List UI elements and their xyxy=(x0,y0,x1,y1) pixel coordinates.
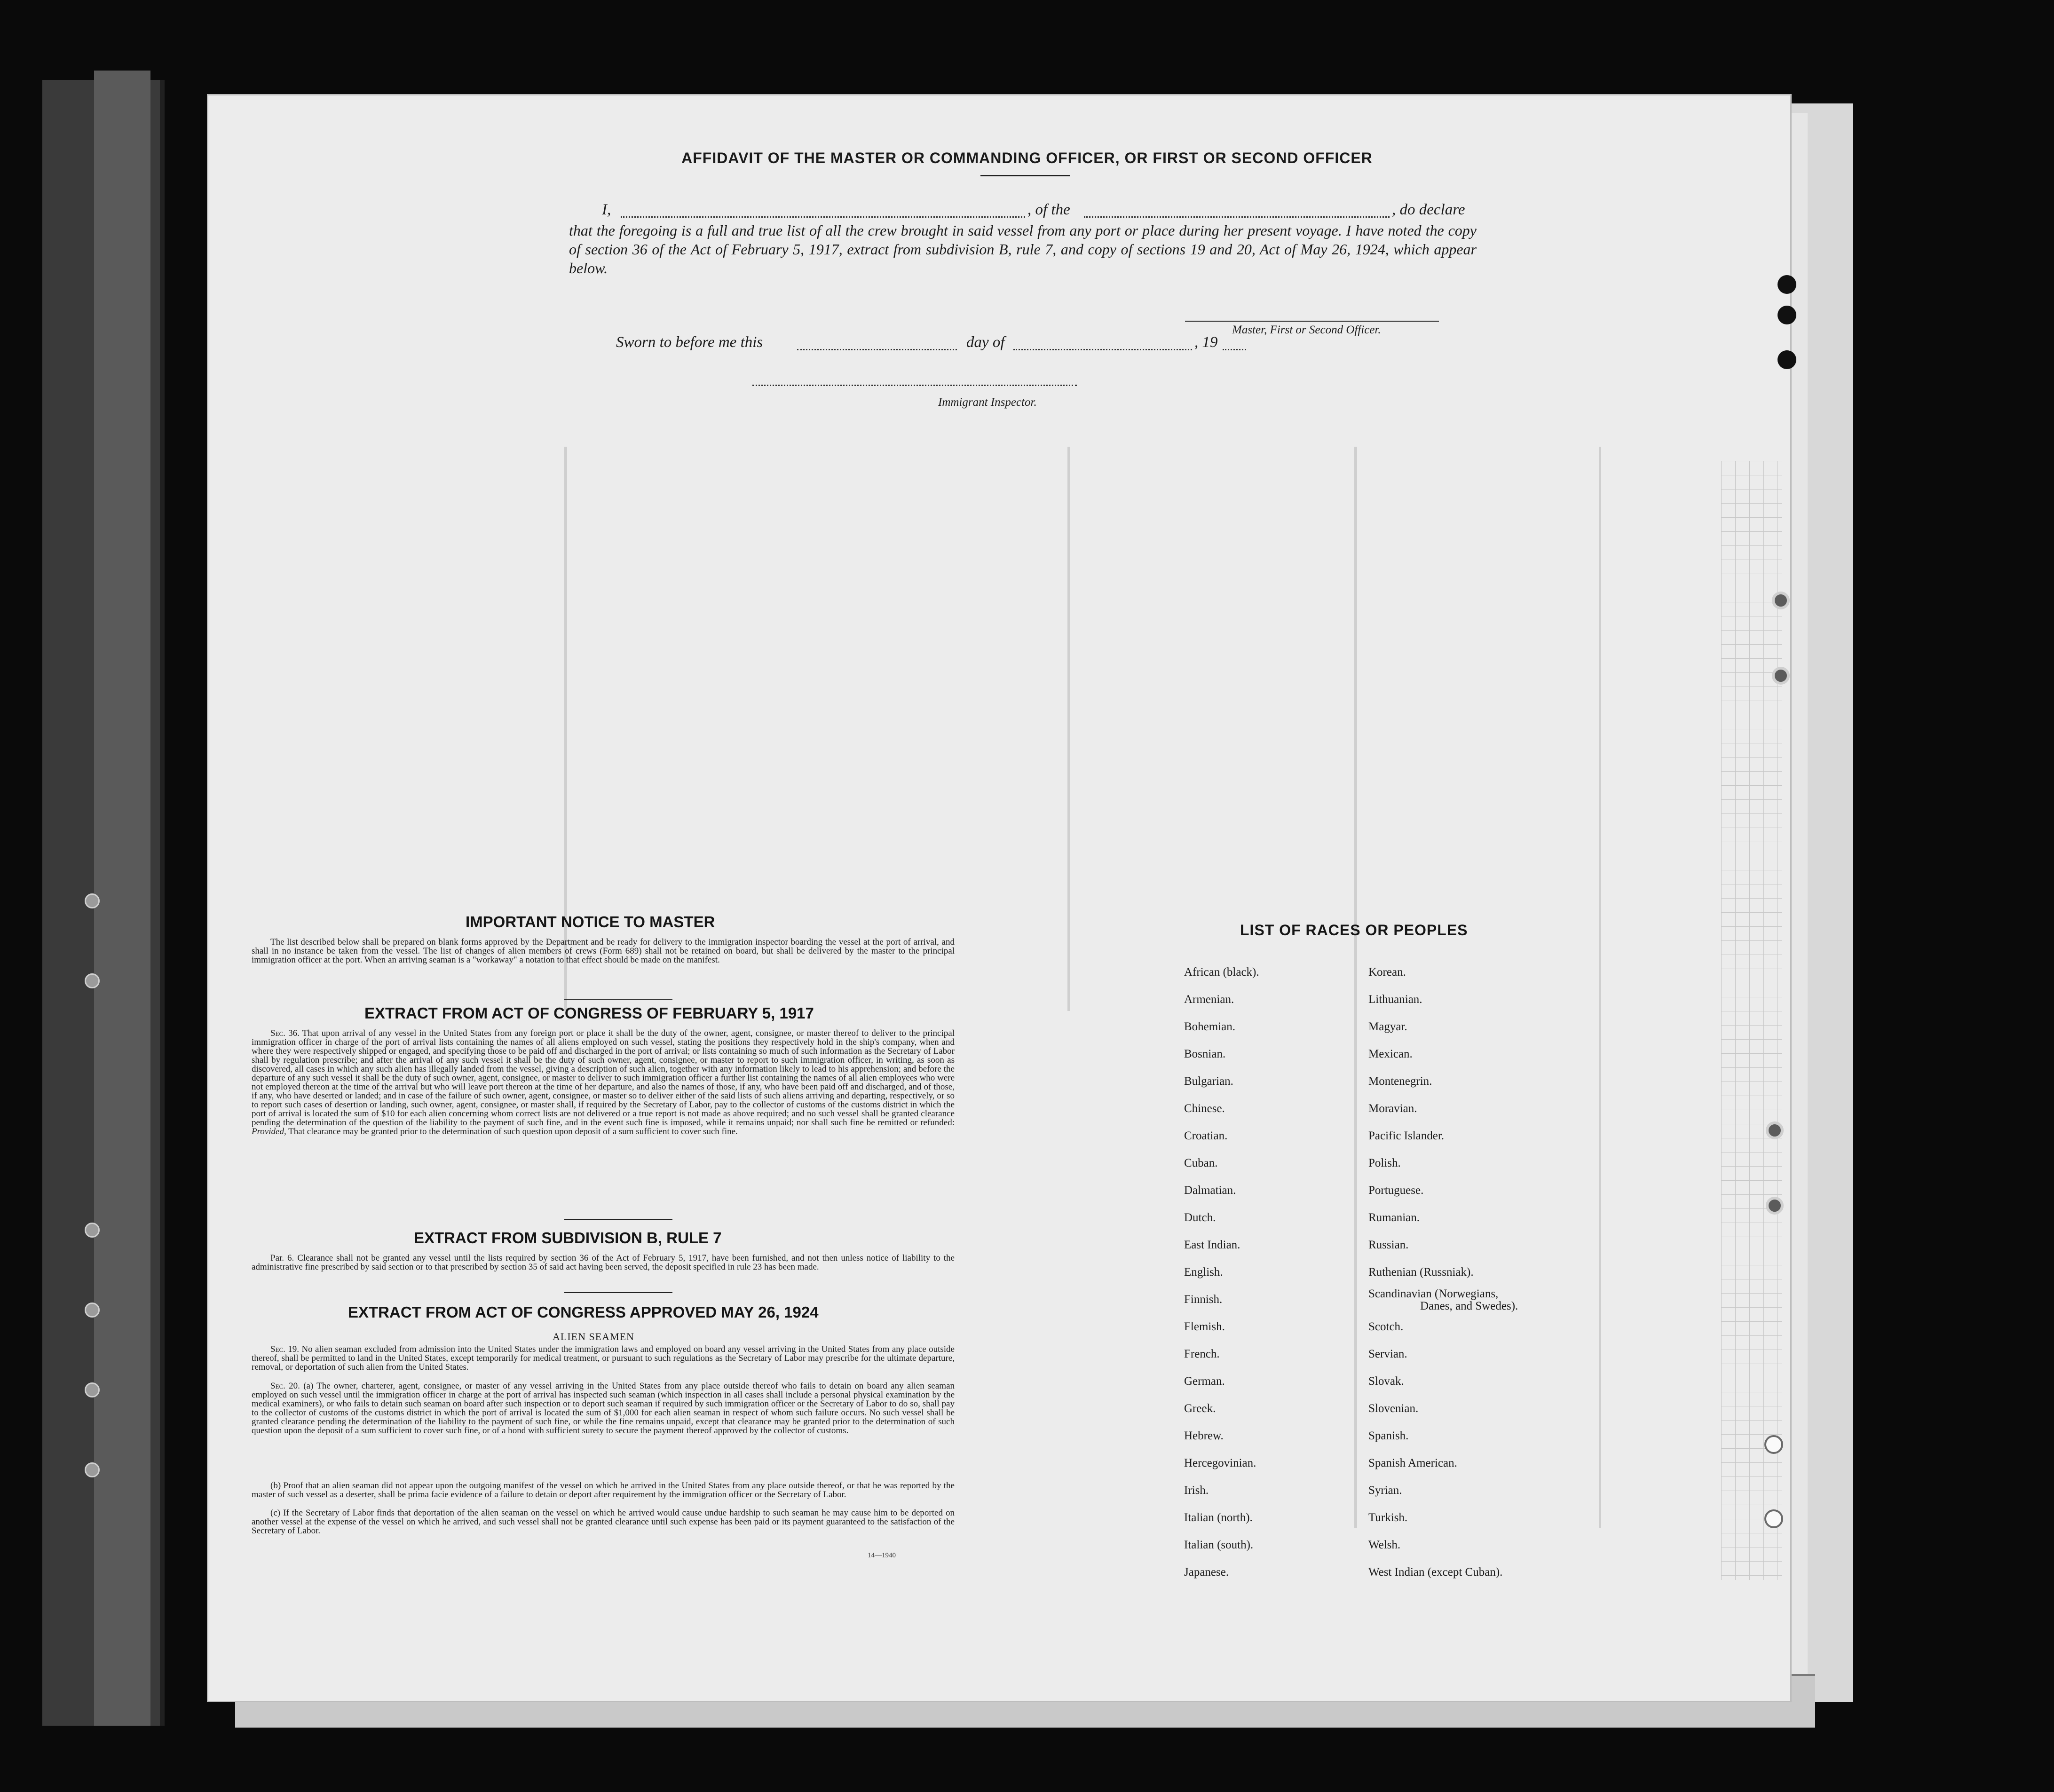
inspector-signature-line[interactable] xyxy=(752,385,1077,386)
race-item: Dalmatian. xyxy=(1184,1184,1236,1197)
race-item: Irish. xyxy=(1184,1484,1209,1497)
race-item: Slovak. xyxy=(1368,1375,1404,1388)
race-item: Greek. xyxy=(1184,1402,1216,1415)
binder-hole xyxy=(85,1462,100,1477)
race-item: Turkish. xyxy=(1368,1511,1408,1524)
race-item: Spanish. xyxy=(1368,1429,1409,1442)
race-item: Hebrew. xyxy=(1184,1429,1224,1442)
race-item: Dutch. xyxy=(1184,1211,1216,1224)
binder-hole xyxy=(85,1303,100,1318)
race-item: Hercegovinian. xyxy=(1184,1457,1256,1469)
grid-strip xyxy=(1721,461,1782,1580)
name-blank[interactable] xyxy=(621,216,1025,218)
race-item: Chinese. xyxy=(1184,1102,1225,1115)
race-item: Korean. xyxy=(1368,966,1406,979)
race-item: English. xyxy=(1184,1266,1223,1279)
bleed-through-line xyxy=(1599,447,1601,1528)
race-item: Ruthenian (Russniak). xyxy=(1368,1266,1474,1279)
race-item: Finnish. xyxy=(1184,1293,1223,1306)
year-label: , 19 xyxy=(1194,334,1218,351)
affidavit-of-the-label: , of the xyxy=(1027,201,1070,218)
race-item: Magyar. xyxy=(1368,1020,1407,1033)
race-item: Bohemian. xyxy=(1184,1020,1236,1033)
section-36-text: That upon arrival of any vessel in the United States from any foreign port or place it shall be the duty of the owner, agent, consignee, or master thereof to deliver to the principal immigration officer in charge of the port of arrival lists containing the names of all aliens employed on such vessel, stating the positions they respectively hold in the ship's company, when and where they were respectively shipped or engaged, and specifying those to be paid off and discharged in the port of arrival; or lists containing so much of such information as the Secretary of Labor shall by regulation prescribe; and after the arrival of any such vessel it shall be the duty of such owner, agent, consignee, or master to report to such immigration officer, in writing, as soon as discovered, all cases in which any such alien has illegally landed from the vessel, giving a description of such alien, together with any information likely to lead to his apprehension; and before the departure of any such vessel it shall be the duty of such owner, agent, consignee, or master to deliver to such immigration officer a further list containing the names of all alien employees who were not employed thereon at the time of the arrival but who will leave port thereon at the time of her departure, and also the names of those, if any, who have been paid off and discharged, and of those, if any, who have deserted or landed; and in case of the failure of such owner, agent, consignee, or master so to deliver either of the said lists of such aliens arriving and departing, respectively, or so to report such cases of desertion or landing, such owner, agent, consignee, or master shall, if required by the Secretary of Labor, pay to the collector of customs of the customs district in which the port of arrival is located the sum of $10 for each alien concerning whom correct lists are not delivered or a true report is not made as above required; and no such vessel shall be granted clearance pending the determination of the question of the liability to the payment of such fine, and in the event such fine is imposed, while it remains unpaid; nor shall such fine be remitted or refunded: xyxy=(252,1028,955,1128)
proviso-text: That clearance may be granted prior to the determination of such question upon deposit of a sum sufficient to cover such fine. xyxy=(288,1127,738,1137)
race-item: Italian (north). xyxy=(1184,1511,1253,1524)
extract-1917-title: EXTRACT FROM ACT OF CONGRESS OF FEBRUARY 5, 1917 xyxy=(364,1004,814,1022)
master-signature-line[interactable] xyxy=(1185,321,1439,322)
section-36-label: Sec. 36. xyxy=(270,1028,300,1038)
bleed-through-line xyxy=(1067,447,1070,1011)
extract-1924-sec20 xyxy=(252,1381,955,1435)
race-item: Scandinavian (Norwegians, xyxy=(1368,1287,1499,1300)
punch-hole xyxy=(1772,667,1790,685)
inspector-label: Immigrant Inspector. xyxy=(938,396,1037,409)
sworn-label: Sworn to before me this xyxy=(616,334,763,351)
sworn-day-blank[interactable] xyxy=(797,349,957,350)
section-20-text: (a) The owner, charterer, agent, consignee, or master of any vessel arriving in the United States from any place outside thereof who fails to detain on board any alien seaman employed on such vessel until the immigration officer in charge at the port of arrival has inspected such seaman (which inspection in all cases shall include a personal physical examination by the medical examiners), or who fails to detain such seaman on board after such inspection or to deport such seaman if required by such immigration officer or the Secretary of Labor to do so, shall pay to the collector of customs of the customs district in which the port of arrival is located the sum of $1,000 for each alien seaman in respect of whom such failure occurs. No such vessel shall be granted clearance pending the determination of the liability to the payment of such fine, or while the fine remains unpaid, except that clearance may be granted prior to the determination of such question upon the deposit of a sum sufficient to cover such fine, or of a bond with sufficient surety to secure the payment thereof approved by the collector of customs. xyxy=(252,1381,955,1436)
notice-title: IMPORTANT NOTICE TO MASTER xyxy=(466,913,715,931)
race-item: Japanese. xyxy=(1184,1566,1229,1579)
binder-hole xyxy=(85,1223,100,1238)
bleed-through-line xyxy=(1354,447,1357,1528)
affidavit-declare-label: , do declare xyxy=(1392,201,1465,218)
title-underline xyxy=(980,175,1070,176)
race-item: Danes, and Swedes). xyxy=(1420,1300,1518,1312)
race-item: Portuguese. xyxy=(1368,1184,1424,1197)
race-item: African (black). xyxy=(1184,966,1259,979)
affidavit-title: AFFIDAVIT OF THE MASTER OR COMMANDING OFFICER, OR FIRST OR SECOND OFFICER xyxy=(681,150,1373,166)
race-item: Flemish. xyxy=(1184,1320,1225,1333)
race-item: French. xyxy=(1184,1348,1220,1360)
punch-hole xyxy=(1764,1509,1783,1528)
binder-hole xyxy=(85,893,100,908)
extract-1917-body xyxy=(252,1029,955,1136)
race-item: Syrian. xyxy=(1368,1484,1402,1497)
section-20-label: Sec. 20. xyxy=(270,1381,300,1391)
affidavit-body: that the foregoing is a full and true list of all the crew brought in said vessel from any port or place during her present voyage. I have noted the copy of section 36 of the Act of February 5, 1917, extract from subdivision B, rule 7, and copy of sections 19 and 20, Act of May 26, 1924, which appear below. xyxy=(569,222,1477,276)
race-item: Moravian. xyxy=(1368,1102,1417,1115)
race-item: Servian. xyxy=(1368,1348,1407,1360)
race-item: Bulgarian. xyxy=(1184,1075,1233,1088)
master-signature-label: Master, First or Second Officer. xyxy=(1232,324,1381,336)
punch-hole xyxy=(1772,592,1790,609)
punch-hole xyxy=(1764,1435,1783,1454)
race-item: Spanish American. xyxy=(1368,1457,1457,1469)
binder-hole xyxy=(85,973,100,988)
form-number: 14—1940 xyxy=(868,1552,896,1559)
race-item: Polish. xyxy=(1368,1157,1401,1169)
race-item: Armenian. xyxy=(1184,993,1234,1006)
proviso-label: Provided, xyxy=(252,1127,286,1137)
race-item: Montenegrin. xyxy=(1368,1075,1432,1088)
binder-inner-strip xyxy=(94,71,150,1726)
race-item: Croatian. xyxy=(1184,1129,1228,1142)
punch-hole xyxy=(1778,275,1796,294)
section-divider xyxy=(564,1219,672,1220)
race-item: Cuban. xyxy=(1184,1157,1218,1169)
punch-hole xyxy=(1766,1197,1784,1215)
extract-1924-sec20-c: (c) If the Secretary of Labor finds that deportation of the alien seaman on the vessel on which he arrived would cause undue hardship to such seaman he may cause him to be deported on another vessel at the expense of the vessel on which he arrived, and such vessel shall not be granted clearance until such expense has been paid or its payment guaranteed to the satisfaction of the Secretary of Labor. xyxy=(252,1508,955,1536)
race-item: Russian. xyxy=(1368,1239,1409,1251)
race-item: West Indian (except Cuban). xyxy=(1368,1566,1503,1579)
binder-hole xyxy=(85,1382,100,1397)
section-divider xyxy=(564,999,672,1000)
vessel-blank[interactable] xyxy=(1084,216,1390,218)
day-of-label: day of xyxy=(966,334,1005,351)
race-item: German. xyxy=(1184,1375,1225,1388)
section-19-text: No alien seaman excluded from admission into the United States under the immigration laws and employed on board any vessel arriving in the United States from any place outside thereof, shall be permitted to land in the United States, except temporarily for medical treatment, or pursuant to such regulations as the Secretary of Labor may prescribe for the ultimate departure, removal, or deportation of such alien from the United States. xyxy=(252,1344,955,1372)
punch-hole xyxy=(1778,306,1796,324)
race-item: Italian (south). xyxy=(1184,1539,1254,1551)
extract-1924-sec20-b: (b) Proof that an alien seaman did not appear upon the outgoing manifest of the vessel on which he arrived in the United States from any place outside thereof, or that he was reported by the master of such vessel as a deserter, shall be prima facie evidence of a failure to detain or deport after requirement by the immigration officer or the Secretary of Labor. xyxy=(252,1481,955,1500)
race-item: Welsh. xyxy=(1368,1539,1401,1551)
race-item: East Indian. xyxy=(1184,1239,1240,1251)
sworn-month-blank[interactable] xyxy=(1013,349,1192,350)
extract-rule7-title: EXTRACT FROM SUBDIVISION B, RULE 7 xyxy=(414,1229,722,1247)
race-item: Bosnian. xyxy=(1184,1048,1226,1060)
alien-seamen-subtitle: ALIEN SEAMEN xyxy=(553,1331,634,1342)
section-19-label: Sec. 19. xyxy=(270,1344,300,1354)
race-item: Slovenian. xyxy=(1368,1402,1419,1415)
notice-body: The list described below shall be prepared on blank forms approved by the Department and be ready for delivery to the immigration inspector boarding the vessel at the port of arrival, and shall in no instance be taken from the vessel. The list of changes of alien members of crews (Form 689) shall not be retained on board, but shall be delivered by the master to the principal immigration officer at the port. When an arriving seaman is a "workaway" a notation to that effect should be made on the manifest. xyxy=(252,937,955,965)
race-item: Lithuanian. xyxy=(1368,993,1422,1006)
section-divider xyxy=(564,1292,672,1293)
punch-hole xyxy=(1766,1121,1784,1139)
races-title: LIST OF RACES OR PEOPLES xyxy=(1240,922,1468,939)
affidavit-i-label: I, xyxy=(602,201,611,218)
race-item: Scotch. xyxy=(1368,1320,1404,1333)
punch-hole xyxy=(1778,350,1796,369)
race-item: Rumanian. xyxy=(1368,1211,1420,1224)
extract-1924-sec19 xyxy=(252,1345,955,1372)
race-item: Pacific Islander. xyxy=(1368,1129,1445,1142)
extract-1924-title: EXTRACT FROM ACT OF CONGRESS APPROVED MAY 26, 1924 xyxy=(348,1303,819,1321)
extract-rule7-body: Par. 6. Clearance shall not be granted any vessel until the lists required by section 36 of the Act of February 5, 1917, have been furnished, and not then unless notice of liability to the administrative fine prescribed by said section or to that prescribed by section 35 of said act having been served, the deposit specified in rule 23 has been made. xyxy=(252,1253,955,1272)
race-item: Mexican. xyxy=(1368,1048,1413,1060)
sworn-year-blank[interactable] xyxy=(1223,349,1246,350)
